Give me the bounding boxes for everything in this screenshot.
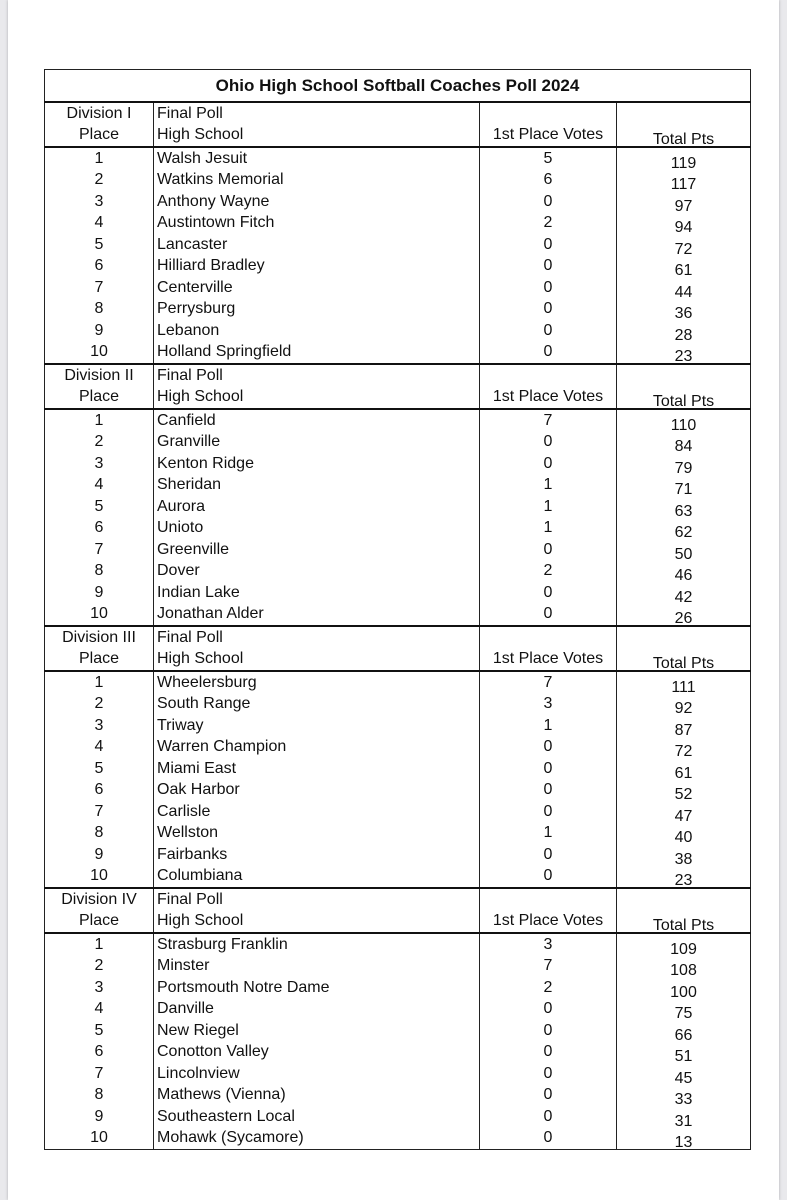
points-cell [617,758,751,780]
votes-cell: 0 [480,1063,617,1085]
school-cell: Hilliard Bradley [154,256,480,278]
poll-title: Ohio High School Softball Coaches Poll 2024 [45,70,751,103]
points-value: 117 [670,176,697,191]
place-cell: 9 [45,844,154,866]
table-row [45,234,751,256]
table-row [45,561,751,583]
table-row [45,170,751,192]
points-value: 28 [674,326,693,342]
place-cell: 2 [45,170,154,192]
points-cell [617,715,751,737]
points-value: 109 [670,940,697,956]
votes-cell: 6 [480,170,617,192]
school-cell: Conotton Valley [154,1042,480,1064]
place-cell: 2 [45,432,154,454]
school-cell: Watkins Memorial [154,170,480,192]
school-cell: Wellston [154,823,480,845]
votes-column-header: 1st Place Votes [480,911,617,934]
points-cell [617,1020,751,1042]
school-column-header: High School [154,911,480,934]
points-cell [617,1085,751,1107]
points-cell [617,1042,751,1064]
table-row [45,977,751,999]
school-cell: Dover [154,561,480,583]
table-row [45,801,751,823]
division-label: Division I [45,102,154,125]
place-cell: 5 [45,1020,154,1042]
points-value: 52 [674,786,693,801]
points-cell [617,234,751,256]
school-cell: Fairbanks [154,844,480,866]
votes-cell: 0 [480,582,617,604]
votes-cell: 7 [480,409,617,432]
votes-cell: 0 [480,844,617,866]
school-cell: Lincolnview [154,1063,480,1085]
table-row [45,1042,751,1064]
school-cell: Centerville [154,277,480,299]
points-value: 119 [670,154,697,170]
points-cell [617,801,751,823]
points-value: 36 [674,305,693,320]
points-cell [617,780,751,802]
votes-cell: 1 [480,823,617,845]
points-cell [617,844,751,866]
table-row [45,737,751,759]
votes-cell: 0 [480,191,617,213]
place-column-header: Place [45,911,154,934]
place-cell: 10 [45,604,154,627]
place-cell: 3 [45,453,154,475]
points-column-header [617,387,751,410]
empty-cell [617,626,751,649]
place-column-header: Place [45,649,154,672]
place-column-header: Place [45,125,154,148]
points-cell [617,866,751,889]
school-cell: Mohawk (Sycamore) [154,1128,480,1150]
place-cell: 3 [45,191,154,213]
place-cell: 4 [45,999,154,1021]
division-label: Division IV [45,888,154,911]
points-header-text: Total Pts [652,655,715,671]
school-cell: Sheridan [154,475,480,497]
table-row [45,453,751,475]
school-cell: Indian Lake [154,582,480,604]
points-cell [617,256,751,278]
points-value: 66 [674,1026,693,1042]
votes-cell: 5 [480,147,617,170]
points-cell [617,432,751,454]
school-cell: Danville [154,999,480,1021]
votes-cell: 0 [480,1085,617,1107]
division-label: Division III [45,626,154,649]
school-cell: Granville [154,432,480,454]
votes-column-header: 1st Place Votes [480,649,617,672]
points-value: 45 [674,1069,693,1085]
points-value: 47 [674,807,693,823]
place-cell: 1 [45,147,154,170]
table-row [45,1063,751,1085]
points-cell [617,823,751,845]
points-header-text: Total Pts [652,131,715,147]
votes-cell: 0 [480,999,617,1021]
votes-cell: 0 [480,1042,617,1064]
school-cell: Wheelersburg [154,671,480,694]
points-cell [617,561,751,583]
empty-cell [480,102,617,125]
document-page [8,0,779,1200]
school-cell: Canfield [154,409,480,432]
votes-cell: 0 [480,801,617,823]
place-cell: 6 [45,518,154,540]
votes-cell: 0 [480,539,617,561]
table-row [45,933,751,956]
school-cell: Warren Champion [154,737,480,759]
points-header-text: Total Pts [652,917,715,933]
table-row [45,823,751,845]
school-cell: Mathews (Vienna) [154,1085,480,1107]
table-row [45,213,751,235]
points-cell [617,539,751,561]
division-header-row [45,888,751,911]
points-cell [617,277,751,299]
points-value: 100 [670,983,697,999]
school-cell: Anthony Wayne [154,191,480,213]
school-cell: New Riegel [154,1020,480,1042]
votes-cell: 0 [480,277,617,299]
table-row [45,539,751,561]
points-cell [617,1063,751,1085]
points-cell [617,1106,751,1128]
place-cell: 6 [45,780,154,802]
table-row [45,604,751,627]
place-cell: 3 [45,715,154,737]
empty-cell [480,888,617,911]
votes-cell: 0 [480,453,617,475]
points-cell [617,453,751,475]
poll-type-label: Final Poll [154,364,480,387]
place-cell: 7 [45,539,154,561]
table-row [45,758,751,780]
coaches-poll-table [44,69,751,1150]
points-value: 13 [674,1134,693,1150]
school-cell: Strasburg Franklin [154,933,480,956]
points-value: 63 [674,502,693,518]
points-header-text: Total Pts [652,393,715,409]
points-value: 61 [674,262,693,277]
votes-cell: 0 [480,234,617,256]
place-cell: 2 [45,694,154,716]
table-row [45,496,751,518]
empty-cell [480,626,617,649]
points-cell [617,977,751,999]
points-cell [617,342,751,365]
votes-cell: 2 [480,213,617,235]
table-row [45,780,751,802]
empty-cell [617,364,751,387]
points-value: 87 [674,721,693,737]
place-cell: 4 [45,475,154,497]
place-cell: 8 [45,299,154,321]
points-value: 84 [674,438,693,453]
points-value: 38 [674,850,693,866]
place-cell: 9 [45,1106,154,1128]
place-cell: 8 [45,561,154,583]
school-cell: Austintown Fitch [154,213,480,235]
votes-column-header: 1st Place Votes [480,125,617,148]
points-value: 44 [674,283,693,299]
place-cell: 3 [45,977,154,999]
points-value: 75 [674,1005,693,1020]
table-row [45,342,751,365]
column-header-row [45,387,751,410]
school-cell: Kenton Ridge [154,453,480,475]
column-header-row [45,125,751,148]
table-row [45,582,751,604]
points-cell [617,933,751,956]
points-value: 50 [674,545,693,561]
points-value: 108 [670,962,697,977]
votes-cell: 3 [480,694,617,716]
school-cell: Jonathan Alder [154,604,480,627]
poll-type-label: Final Poll [154,888,480,911]
points-value: 40 [674,829,693,844]
school-cell: Unioto [154,518,480,540]
school-cell: Triway [154,715,480,737]
points-value: 97 [674,197,693,213]
school-cell: Columbiana [154,866,480,889]
points-value: 42 [674,588,693,604]
table-row [45,191,751,213]
school-cell: Carlisle [154,801,480,823]
division-header-row [45,102,751,125]
points-value: 92 [674,700,693,715]
points-cell [617,604,751,627]
points-cell [617,475,751,497]
points-cell [617,496,751,518]
table-row [45,518,751,540]
table-row [45,432,751,454]
place-cell: 1 [45,671,154,694]
points-cell [617,191,751,213]
points-cell [617,956,751,978]
place-cell: 5 [45,758,154,780]
empty-cell [480,364,617,387]
votes-column-header: 1st Place Votes [480,387,617,410]
school-cell: Lebanon [154,320,480,342]
table-row [45,1106,751,1128]
votes-cell: 3 [480,933,617,956]
points-value: 62 [674,524,693,539]
table-row [45,147,751,170]
place-cell: 7 [45,277,154,299]
points-column-header [617,911,751,934]
votes-cell: 1 [480,715,617,737]
points-cell [617,320,751,342]
place-cell: 8 [45,823,154,845]
points-value: 61 [674,764,693,780]
place-cell: 1 [45,933,154,956]
place-cell: 9 [45,582,154,604]
points-cell [617,671,751,694]
table-row [45,844,751,866]
table-row [45,866,751,889]
table-row [45,715,751,737]
points-value: 26 [674,610,693,626]
points-value: 79 [674,459,693,475]
points-value: 72 [674,240,693,256]
place-cell: 10 [45,1128,154,1150]
table-row [45,256,751,278]
place-cell: 7 [45,1063,154,1085]
school-column-header: High School [154,649,480,672]
points-value: 23 [674,872,693,888]
points-value: 46 [674,567,693,582]
school-cell: Aurora [154,496,480,518]
division-label: Division II [45,364,154,387]
school-cell: Oak Harbor [154,780,480,802]
points-value: 110 [670,416,697,432]
points-cell [617,694,751,716]
votes-cell: 2 [480,977,617,999]
school-cell: Holland Springfield [154,342,480,365]
votes-cell: 0 [480,320,617,342]
points-cell [617,170,751,192]
column-header-row [45,649,751,672]
votes-cell: 7 [480,671,617,694]
table-row [45,277,751,299]
votes-cell: 0 [480,299,617,321]
points-cell [617,299,751,321]
school-cell: Greenville [154,539,480,561]
column-header-row [45,911,751,934]
table-row [45,1085,751,1107]
votes-cell: 0 [480,342,617,365]
points-cell [617,1128,751,1150]
table-row [45,1020,751,1042]
votes-cell: 1 [480,496,617,518]
table-title-row [45,70,751,103]
place-cell: 5 [45,496,154,518]
points-value: 51 [674,1048,693,1063]
table-row [45,956,751,978]
place-cell: 10 [45,866,154,889]
place-cell: 8 [45,1085,154,1107]
school-cell: Miami East [154,758,480,780]
table-row [45,1128,751,1150]
table-row [45,999,751,1021]
votes-cell: 0 [480,432,617,454]
place-cell: 2 [45,956,154,978]
place-column-header: Place [45,387,154,410]
poll-type-label: Final Poll [154,626,480,649]
place-cell: 1 [45,409,154,432]
division-header-row [45,364,751,387]
table-row [45,409,751,432]
votes-cell: 1 [480,518,617,540]
school-cell: Perrysburg [154,299,480,321]
table-row [45,694,751,716]
poll-type-label: Final Poll [154,102,480,125]
points-value: 33 [674,1091,693,1106]
school-column-header: High School [154,125,480,148]
points-value: 31 [674,1112,693,1128]
school-cell: Minster [154,956,480,978]
points-cell [617,999,751,1021]
school-cell: Walsh Jesuit [154,147,480,170]
place-cell: 5 [45,234,154,256]
votes-cell: 2 [480,561,617,583]
points-cell [617,737,751,759]
points-value: 23 [674,348,693,364]
points-value: 94 [674,219,693,234]
points-column-header [617,125,751,148]
place-cell: 7 [45,801,154,823]
place-cell: 6 [45,1042,154,1064]
votes-cell: 0 [480,1128,617,1150]
votes-cell: 1 [480,475,617,497]
votes-cell: 0 [480,780,617,802]
votes-cell: 0 [480,256,617,278]
points-value: 71 [674,481,693,496]
place-cell: 10 [45,342,154,365]
school-cell: South Range [154,694,480,716]
points-cell [617,518,751,540]
place-cell: 6 [45,256,154,278]
place-cell: 9 [45,320,154,342]
votes-cell: 0 [480,866,617,889]
points-value: 111 [671,678,696,694]
votes-cell: 0 [480,604,617,627]
table-row [45,320,751,342]
school-cell: Southeastern Local [154,1106,480,1128]
points-cell [617,147,751,170]
votes-cell: 0 [480,1020,617,1042]
points-cell [617,409,751,432]
table-row [45,299,751,321]
votes-cell: 0 [480,758,617,780]
votes-cell: 0 [480,737,617,759]
points-cell [617,213,751,235]
school-column-header: High School [154,387,480,410]
points-column-header [617,649,751,672]
place-cell: 4 [45,737,154,759]
points-value: 72 [674,743,693,758]
points-cell [617,582,751,604]
school-cell: Lancaster [154,234,480,256]
place-cell: 4 [45,213,154,235]
table-row [45,475,751,497]
empty-cell [617,102,751,125]
division-header-row [45,626,751,649]
empty-cell [617,888,751,911]
school-cell: Portsmouth Notre Dame [154,977,480,999]
table-row [45,671,751,694]
votes-cell: 0 [480,1106,617,1128]
votes-cell: 7 [480,956,617,978]
